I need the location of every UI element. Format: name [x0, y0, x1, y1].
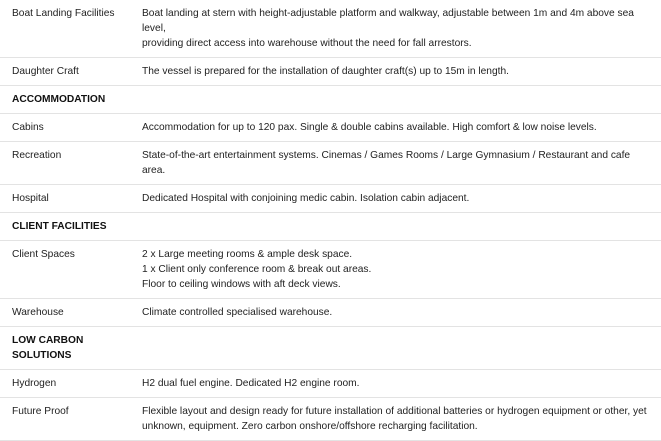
row-label: Daughter Craft	[12, 66, 79, 77]
row-label: Future Proof	[12, 406, 69, 417]
table-row-daughter-craft	[0, 58, 661, 86]
row-value-line: Flexible layout and design ready for future installation of additional batteries or hydrogen equipment or other, yet	[142, 406, 647, 417]
section-spacer	[131, 327, 661, 370]
row-value	[131, 142, 661, 185]
row-value	[131, 299, 661, 327]
row-value	[131, 114, 661, 142]
row-value-line: 1 x Client only conference room & break out areas.	[142, 264, 372, 275]
row-value-line: unknown, equipment. Zero carbon onshore/offshore recharging facilitation.	[142, 421, 478, 432]
table-row-warehouse	[0, 299, 661, 327]
row-value-line: Dedicated Hospital with conjoining medic cabin. Isolation cabin adjacent.	[142, 193, 470, 204]
table-row-future-proof	[0, 398, 661, 441]
row-value-line: Accommodation for up to 120 pax. Single & double cabins available. High comfort & low noise levels.	[142, 122, 597, 133]
table-row-hospital	[0, 185, 661, 213]
row-value	[131, 185, 661, 213]
section-header-accommodation	[0, 86, 661, 114]
table-row-client-spaces	[0, 241, 661, 299]
row-label: Warehouse	[12, 307, 64, 318]
table-row-cabins	[0, 114, 661, 142]
section-spacer	[131, 86, 661, 114]
section-title	[0, 327, 131, 370]
row-value-line: Climate controlled specialised warehouse.	[142, 307, 333, 318]
section-title-line: SOLUTIONS	[12, 350, 72, 361]
row-value	[131, 370, 661, 398]
row-value-line: Floor to ceiling windows with aft deck views.	[142, 279, 341, 290]
section-header-client-facilities	[0, 213, 661, 241]
row-label: Recreation	[12, 150, 62, 161]
row-label: Hospital	[12, 193, 49, 204]
table-row-hydrogen	[0, 370, 661, 398]
row-value-line: Boat landing at stern with height-adjustable platform and walkway, adjustable between 1m and 4m above sea level,	[142, 8, 634, 34]
row-label: Boat Landing Facilities	[12, 8, 115, 19]
section-title: ACCOMMODATION	[12, 94, 106, 105]
row-label: Hydrogen	[12, 378, 57, 389]
row-value-line: providing direct access into warehouse without the need for fall arrestors.	[142, 38, 472, 49]
section-title: CLIENT FACILITIES	[12, 221, 107, 232]
row-value-line: 2 x Large meeting rooms & ample desk space.	[142, 249, 353, 260]
section-title-line: LOW CARBON	[12, 335, 84, 346]
row-label: Client Spaces	[12, 249, 75, 260]
row-value	[131, 58, 661, 86]
row-value	[131, 398, 661, 441]
table-row-boat-landing	[0, 0, 661, 58]
row-value	[131, 0, 661, 58]
section-header-low-carbon	[0, 327, 661, 370]
row-value-line: The vessel is prepared for the installation of daughter craft(s) up to 15m in length.	[142, 66, 509, 77]
table-row-recreation	[0, 142, 661, 185]
row-value-line: H2 dual fuel engine. Dedicated H2 engine room.	[142, 378, 360, 389]
row-label: Cabins	[12, 122, 44, 133]
row-value-line: State-of-the-art entertainment systems. Cinemas / Games Rooms / Large Gymnasium / Restaurant and cafe area.	[142, 150, 631, 176]
section-spacer	[131, 213, 661, 241]
row-value	[131, 241, 661, 299]
